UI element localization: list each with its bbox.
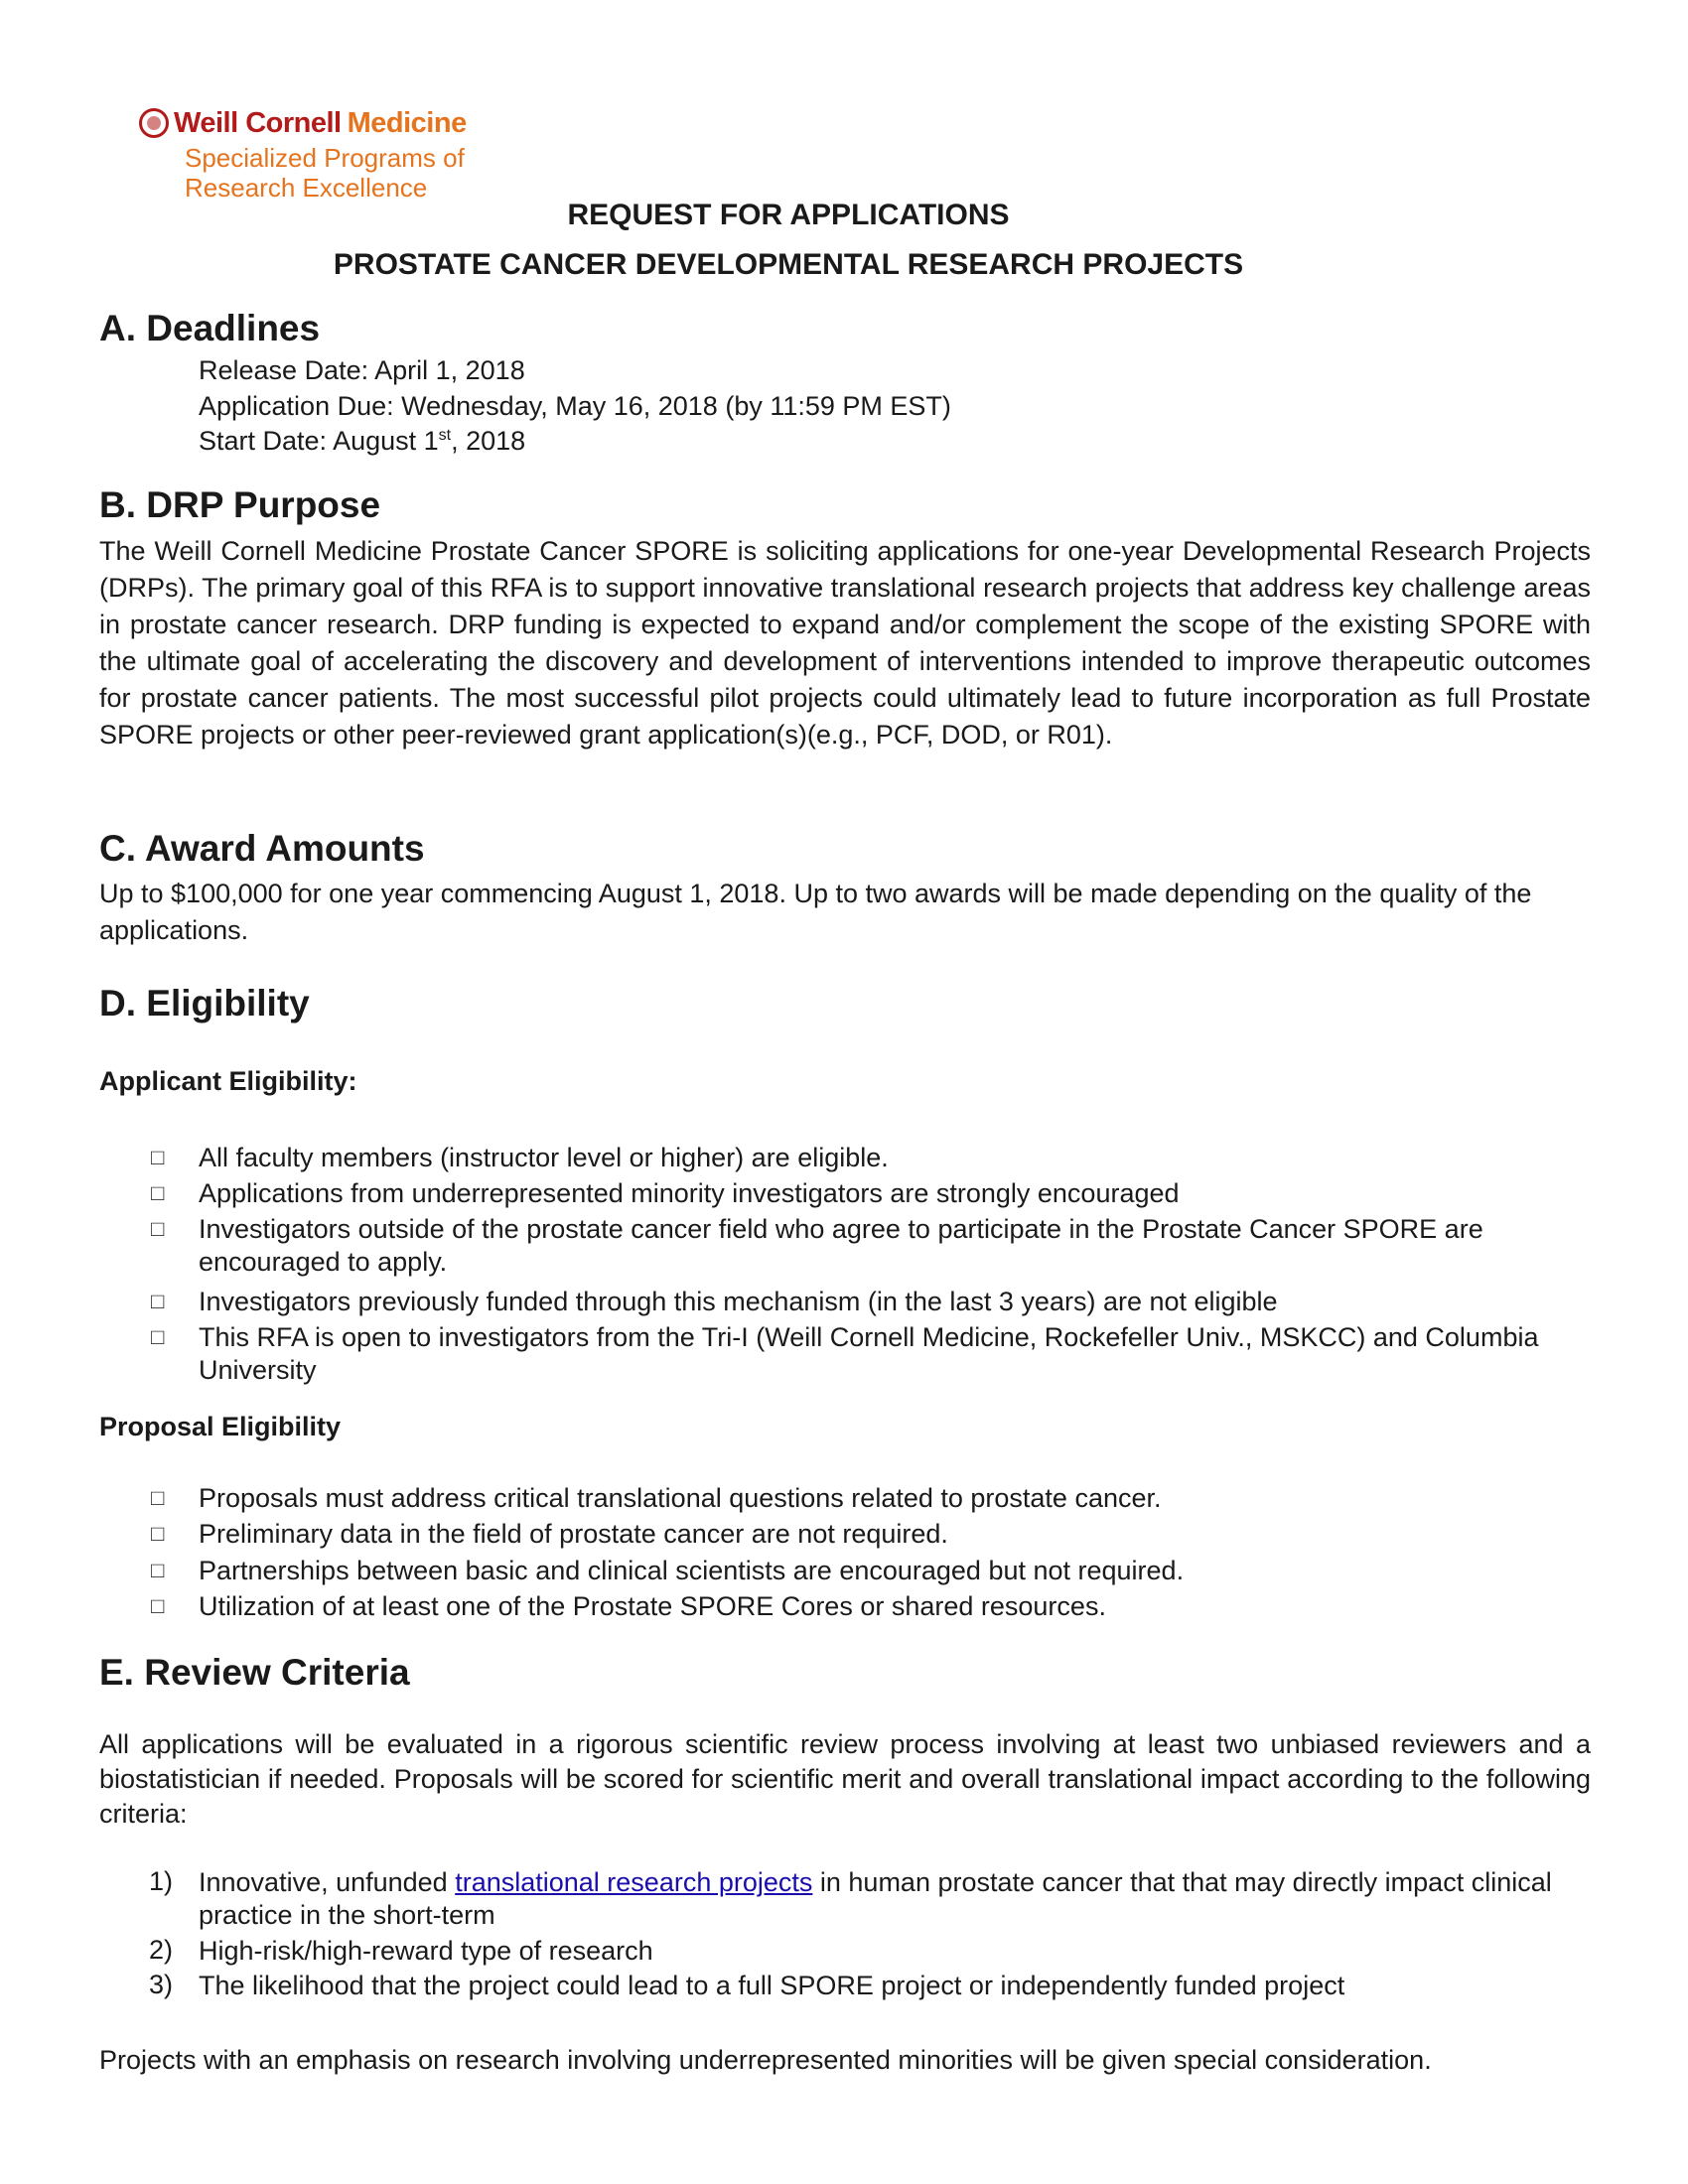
start-date-suffix: , 2018 xyxy=(451,426,526,456)
start-date xyxy=(199,426,525,457)
checkbox-bullet-icon: □ xyxy=(151,1485,165,1510)
criterion-number: 3) xyxy=(149,1970,174,1999)
release-date: Release Date: April 1, 2018 xyxy=(199,355,525,385)
checkbox-bullet-icon: □ xyxy=(151,1558,165,1582)
criterion-text: Innovative, unfunded xyxy=(199,1867,456,1897)
applicant-eligibility-item: Investigators outside of the prostate cancer field who agree to participate in the Prostate Cancer SPORE are encouraged to apply. xyxy=(199,1214,1483,1277)
criterion-text: in human prostate cancer that that may directly impact clinical practice in the short-term xyxy=(199,1867,1552,1930)
weill-cornell-spore-logo xyxy=(139,103,556,203)
applicant-eligibility-item: Applications from underrepresented minority investigators are strongly encouraged xyxy=(199,1178,1180,1208)
checkbox-bullet-icon: □ xyxy=(151,1180,165,1205)
criterion-item xyxy=(199,1866,1599,1932)
document-title-line1: REQUEST FOR APPLICATIONS xyxy=(567,199,1010,231)
proposal-eligibility-item: Proposals must address critical translational questions related to prostate cancer. xyxy=(199,1483,1162,1513)
section-a-heading: A. Deadlines xyxy=(99,308,321,348)
proposal-eligibility-item: Preliminary data in the field of prostate cancer are not required. xyxy=(199,1519,948,1549)
logo-name-part2: Medicine xyxy=(347,106,467,139)
start-date-ordinal: st xyxy=(438,427,452,444)
checkbox-bullet-icon: □ xyxy=(151,1521,165,1546)
award-amounts-paragraph: Up to $100,000 for one year commencing August 1, 2018. Up to two awards will be made depending on the quality of the applications. xyxy=(99,879,1532,945)
section-c-heading: C. Award Amounts xyxy=(99,828,425,869)
logo-line2: Specialized Programs of xyxy=(185,143,465,173)
criterion-item: The likelihood that the project could lead to a full SPORE project or independently funded project xyxy=(199,1971,1345,2000)
proposal-eligibility-item: Utilization of at least one of the Prostate SPORE Cores or shared resources. xyxy=(199,1591,1106,1621)
cornell-seal-icon xyxy=(139,108,169,138)
applicant-eligibility-heading: Applicant Eligibility: xyxy=(99,1066,357,1096)
checkbox-bullet-icon: □ xyxy=(151,1145,165,1169)
section-b-heading: B. DRP Purpose xyxy=(99,484,381,525)
checkbox-bullet-icon: □ xyxy=(151,1289,165,1313)
logo-name-part1: Weill Cornell xyxy=(174,106,342,139)
proposal-eligibility-heading: Proposal Eligibility xyxy=(99,1412,342,1441)
checkbox-bullet-icon: □ xyxy=(151,1593,165,1618)
translational-research-projects-link[interactable]: translational research projects xyxy=(455,1867,813,1897)
start-date-prefix: Start Date: August 1 xyxy=(199,426,439,456)
section-d-heading: D. Eligibility xyxy=(99,983,310,1024)
applicant-eligibility-item: Investigators previously funded through this mechanism (in the last 3 years) are not eligible xyxy=(199,1287,1278,1316)
applicant-eligibility-item: All faculty members (instructor level or higher) are eligible. xyxy=(199,1143,889,1172)
checkbox-bullet-icon: □ xyxy=(151,1216,165,1241)
review-criteria-intro: All applications will be evaluated in a rigorous scientific review process involving at least two unbiased reviewers and a biostatistician if needed. Proposals will be scored for scientific merit and overall translational impact according to the following criteria: xyxy=(99,1729,1591,1829)
checkbox-bullet-icon: □ xyxy=(151,1324,165,1349)
criterion-number: 1) xyxy=(149,1866,174,1896)
applicant-eligibility-item: This RFA is open to investigators from the Tri-I (Weill Cornell Medicine, Rockefeller Univ., MSKCC) and Columbia University xyxy=(199,1322,1539,1385)
logo-line3: Research Excellence xyxy=(185,173,428,203)
section-e-heading: E. Review Criteria xyxy=(99,1652,410,1693)
drp-purpose-paragraph: The Weill Cornell Medicine Prostate Cancer SPORE is soliciting applications for one-year Developmental Research Projects (DRPs). The primary goal of this RFA is to support innovative translational research projects that address key challenge areas in prostate cancer research. DRP funding is expected to expand and/or complement the scope of the existing SPORE with the ultimate goal of accelerating the discovery and development of interventions intended to improve therapeutic outcomes for prostate cancer patients. The most successful pilot projects could ultimately lead to future incorporation as full Prostate SPORE projects or other peer-reviewed grant application(s)(e.g., PCF, DOD, or R01). xyxy=(99,536,1591,750)
document-title-line2: PROSTATE CANCER DEVELOPMENTAL RESEARCH PROJECTS xyxy=(333,248,1244,281)
special-consideration-note: Projects with an emphasis on research involving underrepresented minorities will be given special consideration. xyxy=(99,2045,1432,2075)
proposal-eligibility-item: Partnerships between basic and clinical scientists are encouraged but not required. xyxy=(199,1556,1185,1585)
application-due: Application Due: Wednesday, May 16, 2018 (by 11:59 PM EST) xyxy=(199,391,951,421)
criterion-item: High-risk/high-reward type of research xyxy=(199,1936,653,1966)
criterion-number: 2) xyxy=(149,1935,174,1965)
